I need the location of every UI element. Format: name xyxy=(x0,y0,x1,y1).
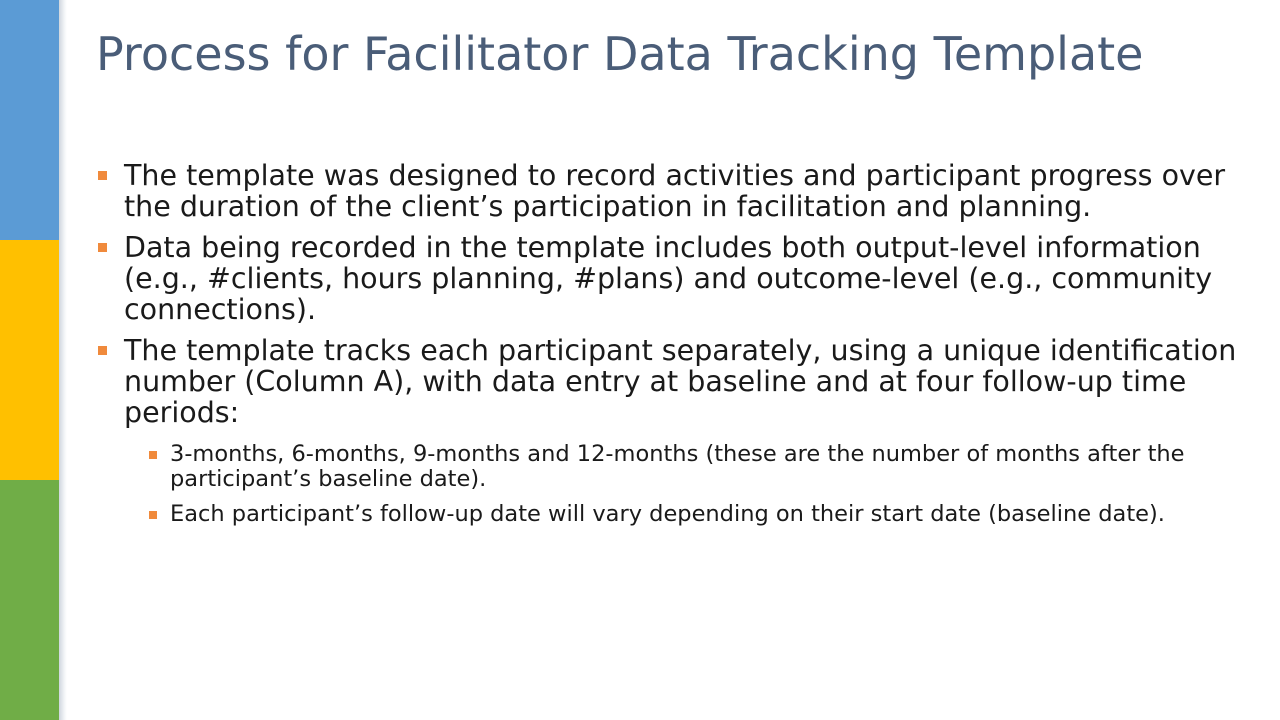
sub-bullet-square-icon xyxy=(149,451,157,459)
sidebar-shadow xyxy=(59,0,67,720)
slide-body xyxy=(98,160,1248,537)
bullet-text: The template was designed to record activities and participant progress over the duration of the client’s participation in facilitation and planning. xyxy=(124,159,1226,223)
bullet-item xyxy=(98,335,1248,527)
sub-bullet-list xyxy=(124,442,1248,527)
sub-bullet-square-icon xyxy=(149,511,157,519)
sidebar-blue-band xyxy=(0,0,59,240)
sidebar-green-band xyxy=(0,480,59,720)
bullet-square-icon xyxy=(98,346,107,355)
sidebar-yellow-band xyxy=(0,240,59,480)
bullet-item xyxy=(98,160,1248,222)
bullet-square-icon xyxy=(98,171,107,180)
sub-bullet-text: Each participant’s follow-up date will vary depending on their start date (baseline date). xyxy=(170,501,1165,527)
sub-bullet-text: 3-months, 6-months, 9-months and 12-months (these are the number of months after the participant’s baseline date). xyxy=(170,441,1185,492)
bullet-item xyxy=(98,232,1248,325)
bullet-text: Data being recorded in the template includes both output-level information (e.g., #clients, hours planning, #plans) and outcome-level (e.g., community connections). xyxy=(124,231,1213,326)
slide-title: Process for Facilitator Data Tracking Template xyxy=(96,27,1144,81)
sub-bullet-item xyxy=(149,442,1248,492)
sub-bullet-item xyxy=(149,502,1248,527)
bullet-square-icon xyxy=(98,243,107,252)
bullet-text: The template tracks each participant separately, using a unique identification number (Column A), with data entry at baseline and at four follow-up time periods: xyxy=(124,334,1237,429)
